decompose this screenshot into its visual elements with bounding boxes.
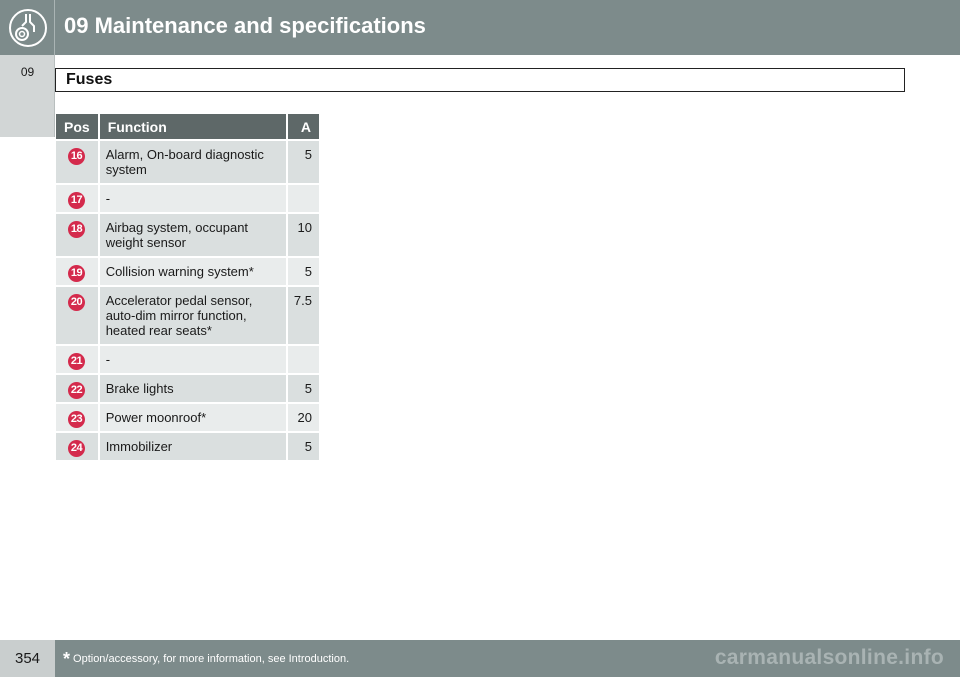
side-tab-label: 09	[20, 65, 35, 79]
pos-cell	[56, 374, 99, 403]
function-cell: Brake lights	[99, 374, 287, 403]
footnote-star: *	[63, 649, 71, 669]
pos-badge: 19	[68, 265, 85, 282]
pos-badge: 23	[68, 411, 85, 428]
amps-cell: 7.5	[287, 286, 319, 345]
chapter-icon-box	[0, 0, 55, 55]
page-header	[0, 0, 960, 55]
function-cell: Accelerator pedal sensor, auto-dim mirror function, heated rear seats*	[99, 286, 287, 345]
header-pos: Pos	[56, 114, 99, 140]
amps-cell: 20	[287, 403, 319, 432]
chapter-side-tab	[0, 55, 55, 137]
pos-badge: 24	[68, 440, 85, 457]
table-row	[56, 432, 319, 460]
page-number: 354	[14, 650, 41, 667]
amps-cell: 5	[287, 140, 319, 184]
table-row	[56, 345, 319, 374]
table-row	[56, 286, 319, 345]
page-number-box	[0, 640, 55, 677]
pos-cell	[56, 286, 99, 345]
pos-cell	[56, 213, 99, 257]
function-cell: -	[99, 184, 287, 213]
table-row	[56, 184, 319, 213]
function-cell: Immobilizer	[99, 432, 287, 460]
function-cell: Power moonroof*	[99, 403, 287, 432]
pos-cell	[56, 257, 99, 286]
chapter-title: 09 Maintenance and specifications	[64, 13, 426, 38]
table-row	[56, 374, 319, 403]
function-cell: Collision warning system*	[99, 257, 287, 286]
amps-cell: 5	[287, 257, 319, 286]
pos-badge: 21	[68, 353, 85, 370]
pos-cell	[56, 432, 99, 460]
pos-cell	[56, 140, 99, 184]
wrench-gear-icon	[8, 8, 48, 48]
watermark: carmanualsonline.info	[714, 646, 944, 669]
amps-cell: 10	[287, 213, 319, 257]
pos-cell	[56, 403, 99, 432]
table-row	[56, 213, 319, 257]
header-function: Function	[99, 114, 287, 140]
amps-cell: 5	[287, 432, 319, 460]
amps-cell	[287, 184, 319, 213]
table-row	[56, 257, 319, 286]
footnote	[63, 649, 349, 670]
pos-cell	[56, 345, 99, 374]
header-amps: A	[287, 114, 319, 140]
amps-cell	[287, 345, 319, 374]
section-heading-bar	[55, 68, 905, 92]
section-title: Fuses	[66, 71, 113, 88]
table-row	[56, 140, 319, 184]
pos-badge: 22	[68, 382, 85, 399]
pos-cell	[56, 184, 99, 213]
function-cell: Alarm, On-board diagnostic system	[99, 140, 287, 184]
function-cell: Airbag system, occupant weight sensor	[99, 213, 287, 257]
amps-cell: 5	[287, 374, 319, 403]
fuse-table	[56, 114, 319, 460]
footnote-text: Option/accessory, for more information, see Introduction.	[73, 653, 350, 665]
function-cell: -	[99, 345, 287, 374]
table-row	[56, 403, 319, 432]
pos-badge: 18	[68, 221, 85, 238]
table-header-row	[56, 114, 319, 140]
pos-badge: 20	[68, 294, 85, 311]
pos-badge: 17	[68, 192, 85, 209]
page-footer	[0, 640, 960, 677]
pos-badge: 16	[68, 148, 85, 165]
